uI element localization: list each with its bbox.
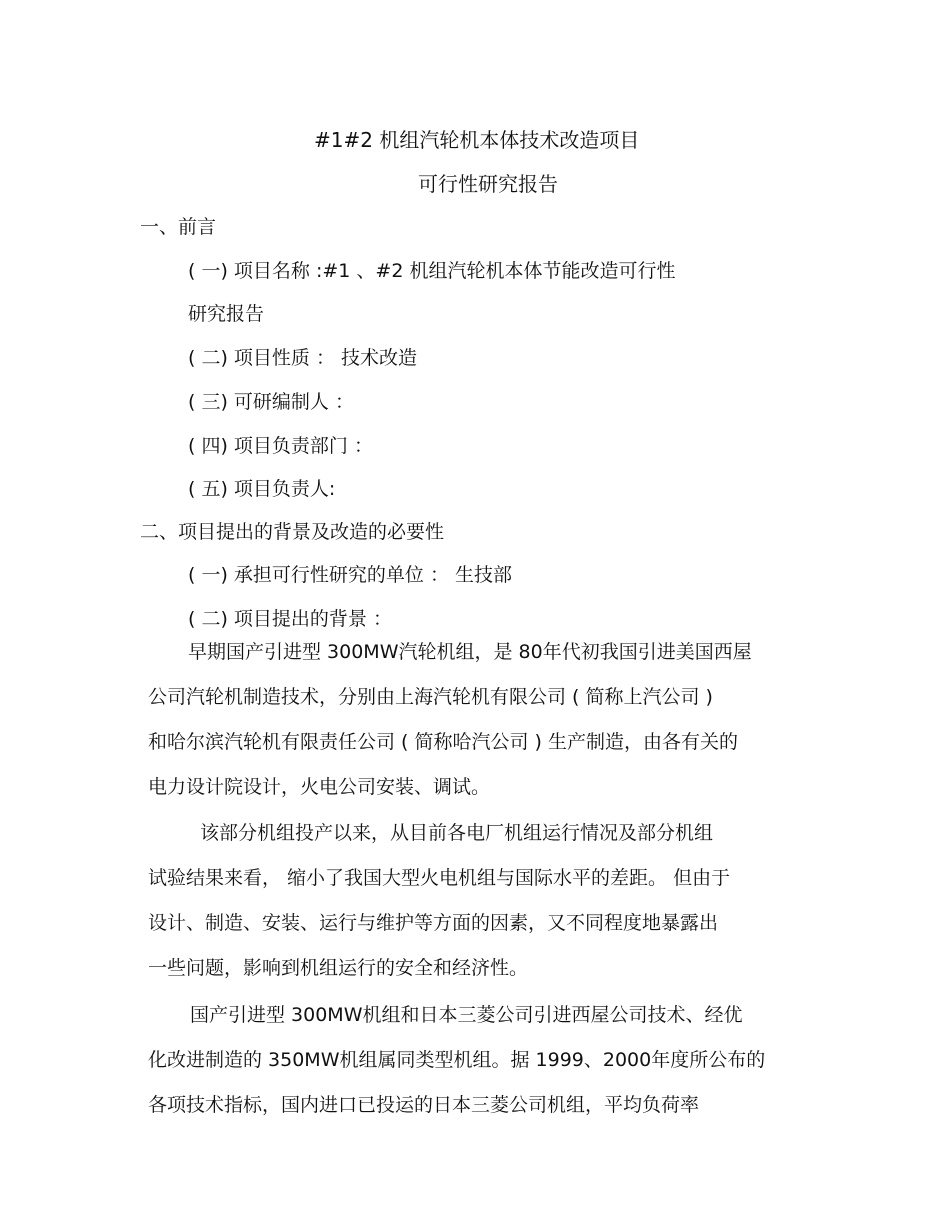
- item-research-unit: ( 一) 承担可行性研究的单位 ： 生技部: [188, 564, 512, 586]
- item-project-name: ( 一) 项目名称 :#1 、#2 机组汽轮机本体节能改造可行性: [188, 260, 676, 282]
- section-heading-preface: 一、前言: [140, 216, 217, 238]
- paragraph2-line3: 设计、制造、安装、运行与维护等方面的因素，又不同程度地暴露出: [148, 912, 719, 934]
- item-project-nature: ( 二) 项目性质 ： 技术改造: [188, 347, 417, 369]
- item-responsible-dept: ( 四) 项目负责部门 ：: [188, 435, 373, 457]
- paragraph1-line1: 早期国产引进型 300MW汽轮机组，是 80年代初我国引进美国西屋: [188, 641, 752, 663]
- item-responsible-person: ( 五) 项目负责人:: [188, 478, 336, 500]
- paragraph1-line3: 和哈尔滨汽轮机有限责任公司 ( 简称哈汽公司 ) 生产制造，由各有关的: [148, 731, 738, 753]
- paragraph2-line2: 试验结果来看， 缩小了我国大型火电机组与国际水平的差距。 但由于: [148, 867, 731, 889]
- document-title-line1: #1#2 机组汽轮机本体技术改造项目: [314, 128, 640, 152]
- item-compiler: ( 三) 可研编制人 ：: [188, 391, 354, 413]
- item-project-name-cont: 研究报告: [188, 303, 265, 325]
- paragraph2-line4: 一些问题，影响到机组运行的安全和经济性。: [148, 957, 529, 979]
- paragraph3-line3: 各项技术指标，国内进口已投运的日本三菱公司机组，平均负荷率: [148, 1094, 700, 1116]
- document-title-line2: 可行性研究报告: [418, 172, 558, 196]
- paragraph3-line2: 化改进制造的 350MW机组属同类型机组。据 1999、2000年度所公布的: [148, 1049, 766, 1071]
- paragraph1-line2: 公司汽轮机制造技术，分别由上海汽轮机有限公司 ( 简称上汽公司 ): [148, 686, 713, 708]
- paragraph2-line1: 该部分机组投产以来，从目前各电厂机组运行情况及部分机组: [200, 822, 714, 844]
- item-project-background: ( 二) 项目提出的背景 ：: [188, 608, 392, 630]
- paragraph3-line1: 国产引进型 300MW机组和日本三菱公司引进西屋公司技术、经优: [190, 1004, 743, 1026]
- paragraph1-line4: 电力设计院设计，火电公司安装、调试。: [148, 776, 491, 798]
- section-heading-background: 二、项目提出的背景及改造的必要性: [140, 521, 445, 543]
